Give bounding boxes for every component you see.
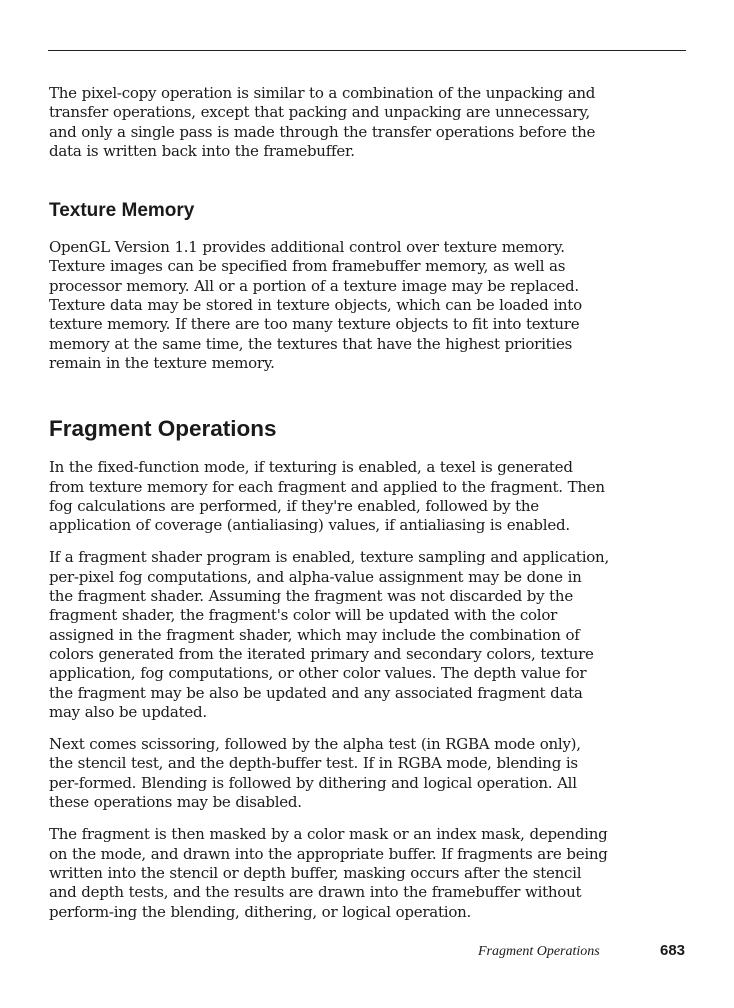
page-body (49, 84, 609, 922)
top-rule (48, 50, 686, 51)
page-number: 683 (660, 942, 686, 959)
texture-memory-heading-block (49, 199, 609, 223)
running-footer-title: Fragment Operations (478, 944, 600, 959)
texture-memory-heading: Texture Memory (49, 200, 195, 222)
fragment-operations-heading: Fragment Operations (49, 416, 277, 442)
fragment-paragraph-1: In the fixed-function mode, if texturing is enabled, a texel is generated from texture memory for each fragment and applied to the fragment. Then fog calculations are performed, if they're enabled, followed by the application of coverage (antialiasing) values, if antialiasing is enabled. (49, 458, 605, 535)
intro-paragraph: The pixel-copy operation is similar to a combination of the unpacking and transfer operations, except that packing and unpacking are unnecessary, and only a single pass is made through the transfer operations before the data is written back into the framebuffer. (49, 84, 596, 160)
fragment-operations-heading-block (49, 415, 609, 443)
texture-memory-paragraph: OpenGL Version 1.1 provides additional control over texture memory. Texture images can be specified from framebuffer memory, as well as processor memory. All or a portion of a texture image may be replaced. Texture data may be stored in texture objects, which can be loaded into texture memory. If there are too many texture objects to fit into texture memory at the same time, the textures that have the highest priorities remain in the texture memory. (49, 238, 582, 372)
fragment-paragraph-3: Next comes scissoring, followed by the alpha test (in RGBA mode only), the stencil test, and the depth-buffer test. If in RGBA mode, blending is per-formed. Blending is followed by dithering and logical operation. All these operations may be disabled. (49, 735, 581, 812)
fragment-paragraph-2: If a fragment shader program is enabled, texture sampling and application, per-pixel fog computations, and alpha-value assignment may be done in the fragment shader. Assuming the fragment was not discarded by the fragment shader, the fragment's color will be updated with the color assigned in the fragment shader, which may include the combination of colors generated from the iterated primary and secondary colors, texture application, fog computations, or other color values. The depth value for the fragment may be also be updated and any associated fragment data may also be updated. (49, 548, 609, 721)
fragment-paragraph-4: The fragment is then masked by a color mask or an index mask, depending on the mode, and drawn into the appropriate buffer. If fragments are being written into the stencil or depth buffer, masking occurs after the stencil and depth tests, and the results are drawn into the framebuffer without perform-ing the blending, dithering, or logical operation. (49, 825, 608, 921)
